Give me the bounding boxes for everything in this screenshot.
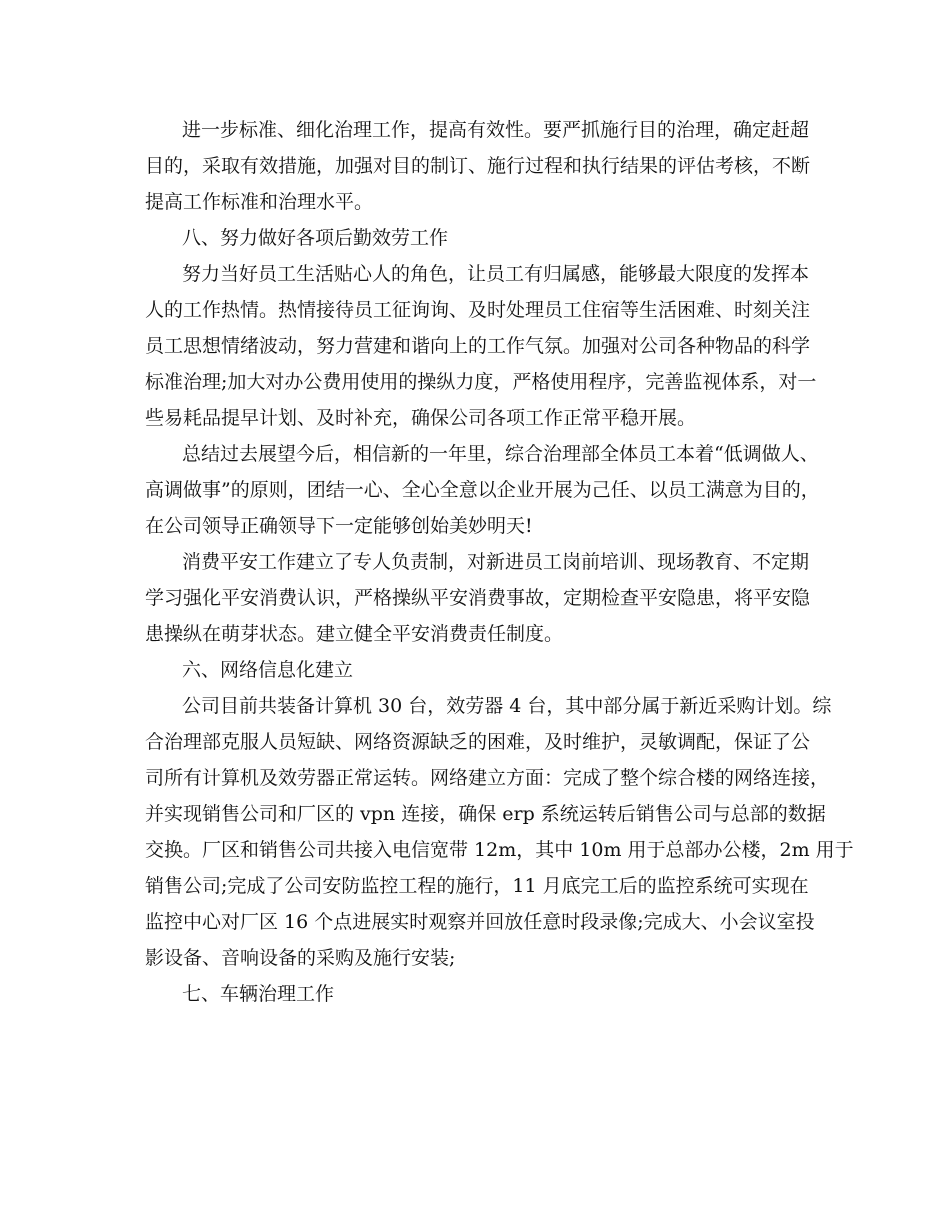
text-line: 公司目前共装备计算机 30 台，效劳器 4 台，其中部分属于新近采购计划。综 [182,695,832,717]
text-line: 影设备、音响设备的采购及施行安装; [145,947,456,969]
section-heading: 八、努力做好各项后勤效劳工作 [182,227,449,249]
text-line: 监控中心对厂区 16 个点进展实时观察并回放任意时段录像;完成大、小会议室投 [145,911,815,933]
text-line: 学习强化平安消费认识，严格操纵平安消费事故，定期检查平安隐患，将平安隐 [145,587,811,609]
text-line: 员工思想情绪波动，努力营建和谐向上的工作气氛。加强对公司各种物品的科学 [145,335,811,357]
section-heading: 七、车辆治理工作 [182,983,335,1005]
text-line: 合治理部克服人员短缺、网络资源缺乏的困难，及时维护，灵敏调配，保证了公 [145,731,811,753]
text-line: 并实现销售公司和厂区的 vpn 连接，确保 erp 系统运转后销售公司与总部的数据 [145,803,826,825]
text-line: 高调做事”的原则，团结一心、全心全意以企业开展为己任、以员工满意为目的， [145,479,820,501]
text-line: 消费平安工作建立了专人负责制，对新进员工岗前培训、现场教育、不定期 [182,551,810,573]
text-line: 提高工作标准和治理水平。 [145,191,374,213]
text-line: 司所有计算机及效劳器正常运转。网络建立方面：完成了整个综合楼的网络连接， [145,767,830,789]
text-line: 总结过去展望今后，相信新的一年里，综合治理部全体员工本着“低调做人、 [182,443,819,465]
text-line: 在公司领导正确领导下一定能够创始美妙明天! [145,515,533,537]
text-line: 标准治理;加大对办公费用使用的操纵力度，严格使用程序，完善监视体系，对一 [145,371,817,393]
text-line: 进一步标准、细化治理工作，提高有效性。要严抓施行目的治理，确定赶超 [182,119,810,141]
text-line: 目的，采取有效措施，加强对目的制订、施行过程和执行结果的评估考核，不断 [145,155,811,177]
text-line: 人的工作热情。热情接待员工征询询、及时处理员工住宿等生活困难、时刻关注 [145,299,811,321]
text-line: 患操纵在萌芽状态。建立健全平安消费责任制度。 [145,623,564,645]
text-line: 交换。厂区和销售公司共接入电信宽带 12m，其中 10m 用于总部办公楼，2m 用于 [145,839,854,861]
text-line: 些易耗品提早计划、及时补充，确保公司各项工作正常平稳开展。 [145,407,697,429]
section-heading: 六、网络信息化建立 [182,659,354,681]
text-line: 努力当好员工生活贴心人的角色，让员工有归属感，能够最大限度的发挥本 [182,263,810,285]
text-line: 销售公司;完成了公司安防监控工程的施行，11 月底完工后的监控系统可实现在 [145,875,809,897]
